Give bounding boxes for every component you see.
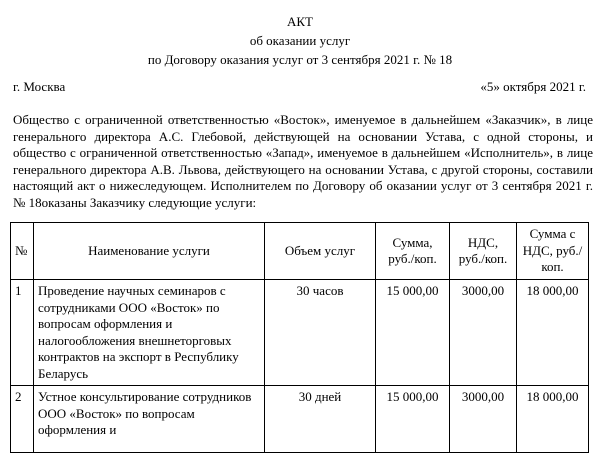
services-table: [10, 222, 589, 453]
service-name: Устное консультирование сотрудников ООО «Восток» по вопросам оформления и: [34, 386, 265, 453]
table-row: [11, 280, 589, 386]
document-date: «5» октября 2021 г.: [480, 79, 586, 94]
header-service-name: Наименование услуги: [34, 223, 265, 280]
header-total: Сумма с НДС, руб./коп.: [517, 223, 589, 280]
service-volume: 30 дней: [265, 386, 376, 453]
header-sum: Сумма, руб./коп.: [376, 223, 450, 280]
service-total: 18 000,00: [517, 280, 589, 386]
service-sum: 15 000,00: [376, 386, 450, 453]
row-number: 2: [11, 386, 34, 453]
contract-reference: по Договору оказания услуг от 3 сентября 2021 г. № 18: [147, 52, 453, 67]
service-name: Проведение научных семинаров с сотрудниками ООО «Восток» по вопросам оформления и налогообложения внешнеторговых контрактов на экспорт в Республику Беларусь: [34, 280, 265, 386]
table-row: [11, 386, 589, 453]
header-vat: НДС, руб./коп.: [450, 223, 517, 280]
header-volume: Объем услуг: [265, 223, 376, 280]
service-vat: 3000,00: [450, 280, 517, 386]
document-subtitle: об оказании услуг: [249, 33, 351, 48]
service-vat: 3000,00: [450, 386, 517, 453]
service-volume: 30 часов: [265, 280, 376, 386]
service-sum: 15 000,00: [376, 280, 450, 386]
preamble-paragraph: Общество с ограниченной ответственностью «Восток», именуемое в дальнейшем «Заказчик», в лице генерального директора А.С. Глебовой, действующей на основании Устава, с одной стороны, и общество с ограниченной ответственностью «Запад», именуемое в дальнейшем «Исполнитель», в лице генерального директора А.В. Львова, действующего на основании Устава, с другой стороны, составили настоящий акт о нижеследующем. Исполнителем по Договору об оказании услуг от 3 сентября 2021 г. № 18оказаны Заказчику следующие услуги:: [13, 112, 593, 210]
row-number: 1: [11, 280, 34, 386]
header-number: №: [11, 223, 34, 280]
place: г. Москва: [13, 79, 66, 94]
document-header: [0, 12, 600, 69]
table-header-row: [11, 223, 589, 280]
document-title: АКТ: [287, 14, 313, 29]
service-total: 18 000,00: [517, 386, 589, 453]
